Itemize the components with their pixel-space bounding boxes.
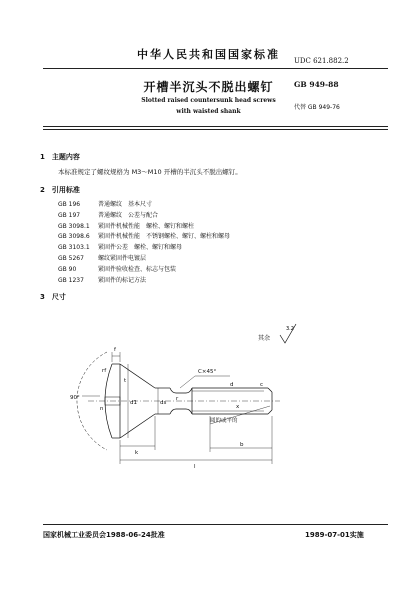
section-number: 1 [40, 153, 45, 161]
label-n: n [100, 406, 104, 412]
section-number: 2 [40, 186, 45, 194]
section-1-text: 本标准规定了螺纹规格为 M3～M10 开槽的半沉头不脱出螺钉。 [58, 168, 242, 176]
section-2-heading [40, 185, 80, 195]
reference-name: 普通螺纹 基本尺寸 [98, 201, 153, 208]
section-number: 3 [40, 293, 45, 301]
issuer-note: 国家机械工业委员会1988-06-24批准 [43, 531, 165, 539]
replaces-note: 代替 GB 949-76 [294, 104, 340, 111]
label-d1: d1 [130, 400, 137, 406]
reference-name: 紧固件验收检查、标志与包装 [98, 265, 177, 273]
reference-item [58, 232, 230, 243]
label-ds: ds [160, 400, 167, 406]
header-rule-top [43, 68, 388, 69]
label-l: l [194, 464, 196, 470]
reference-name: 螺纹紧固件电镀层 [98, 254, 147, 262]
reference-name: 紧固件的标记方法 [98, 276, 147, 284]
english-title-line2: with waisted shank [176, 108, 241, 115]
reference-item [58, 211, 230, 222]
angle-label: 90° [70, 395, 80, 401]
chamfer-label: C×45° [198, 369, 217, 375]
standard-number: GB 949-88 [294, 80, 339, 89]
effective-date: 1989-07-01实施 [305, 531, 364, 539]
label-x: x [236, 404, 240, 410]
reference-code: GB 196 [58, 201, 81, 208]
section-title: 引用标准 [51, 186, 80, 194]
footer-rule [43, 524, 388, 525]
reference-code: GB 90 [58, 265, 77, 273]
section-title: 尺寸 [51, 293, 66, 301]
org-title: 中华人民共和国国家标准 [137, 48, 280, 61]
reference-item [58, 265, 230, 276]
section-3-heading [40, 292, 66, 302]
slot-note: 圆的或平的 [210, 418, 238, 424]
label-r: r [176, 396, 179, 402]
reference-name: 普通螺纹 公差与配合 [98, 211, 159, 219]
label-t: t [124, 378, 127, 384]
header-rule-bottom [43, 126, 388, 127]
label-f: f [114, 347, 116, 353]
udc-code: UDC 621.882.2 [294, 57, 349, 65]
reference-name: 紧固件机械性能 螺栓、螺钉和螺柱 [98, 222, 195, 230]
reference-item [58, 254, 230, 265]
reference-code: GB 3098.6 [58, 233, 90, 241]
roughness-value: 3.2 [286, 326, 294, 332]
reference-code: GB 3098.1 [58, 222, 90, 230]
section-title: 主题内容 [51, 153, 80, 161]
reference-item [58, 243, 230, 254]
header-rule-bottom-2 [43, 129, 388, 130]
screw-drawing [60, 342, 360, 472]
section-1-heading [40, 152, 80, 162]
roughness-note: 其余 [258, 335, 271, 342]
reference-item [58, 222, 230, 233]
label-rf: rf [102, 368, 107, 374]
reference-item [58, 276, 230, 287]
reference-code: GB 5267 [58, 254, 84, 262]
label-d: d [230, 382, 234, 388]
reference-name: 紧固件公差 螺栓、螺钉和螺母 [98, 244, 183, 252]
label-k: k [135, 450, 139, 456]
reference-list [58, 200, 230, 286]
english-title-line1: Slotted raised countersunk head screws [141, 97, 276, 104]
label-c: c [260, 382, 264, 388]
label-b: b [240, 442, 244, 448]
reference-code: GB 197 [58, 211, 81, 219]
reference-code: GB 1237 [58, 276, 84, 284]
reference-name: 紧固件机械性能 不锈钢螺栓、螺钉、螺柱和螺母 [98, 233, 231, 241]
reference-code: GB 3103.1 [58, 244, 90, 252]
reference-item [58, 200, 230, 211]
document-title: 开槽半沉头不脱出螺钉 [143, 80, 274, 94]
